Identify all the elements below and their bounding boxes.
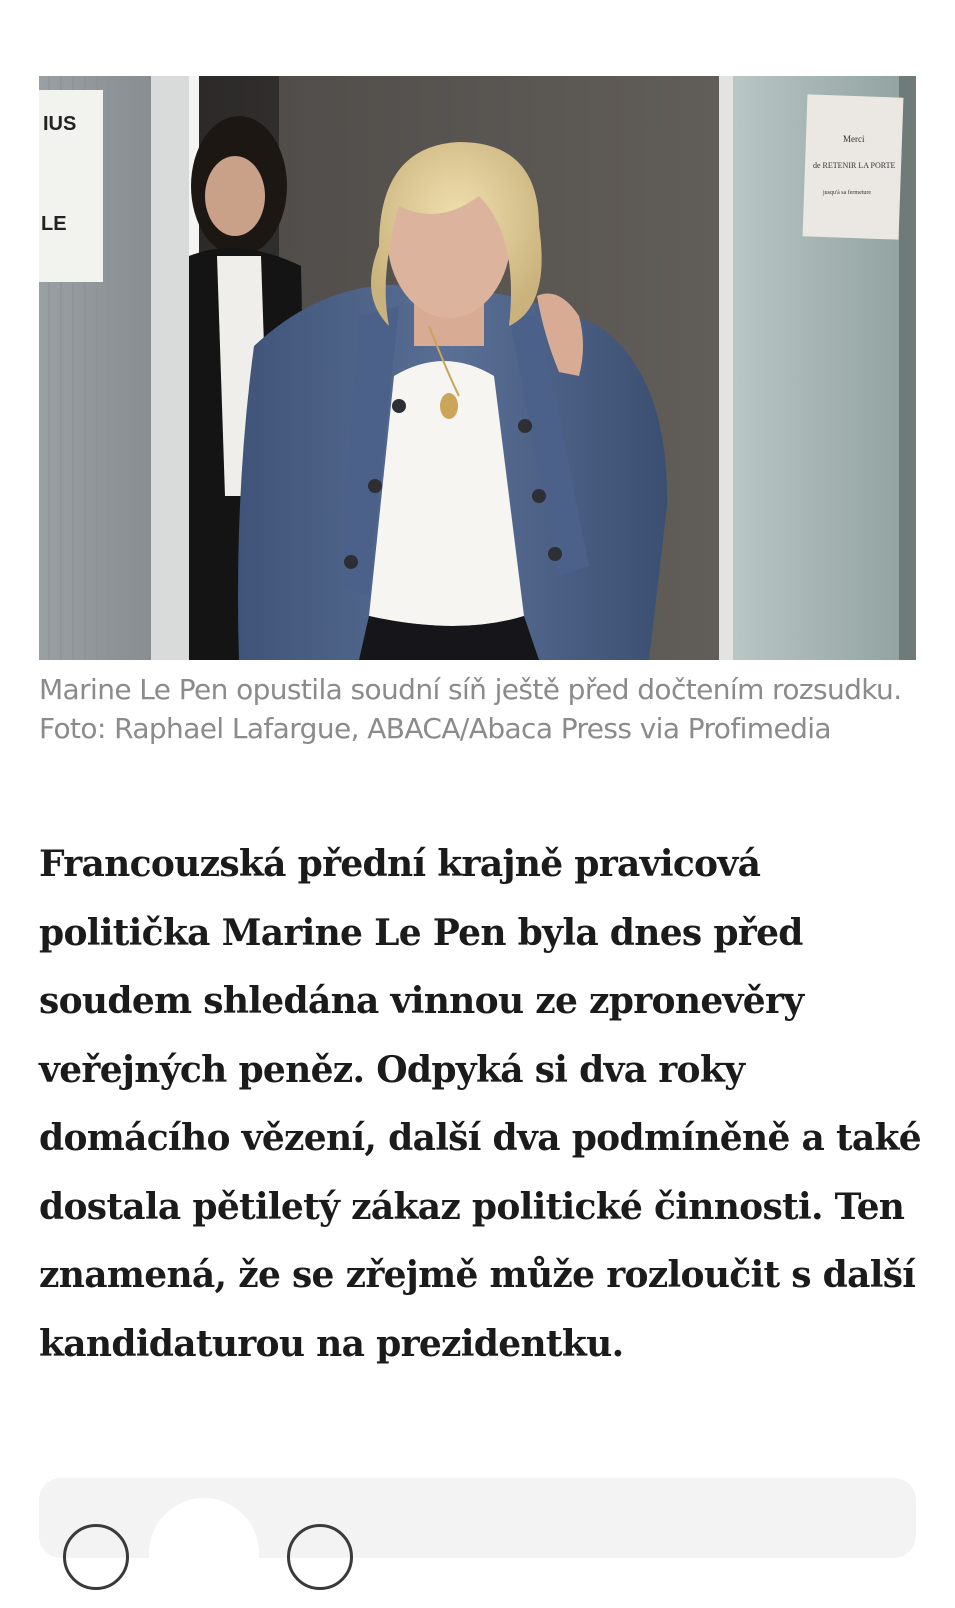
sign-right-line-3: jusqu'à sa fermeture [823,190,872,196]
article-photo[interactable] [39,76,916,660]
photo-illustration [39,76,916,660]
sign-left-line-2: LE [41,213,67,235]
sign-right-line-2: de RETENIR LA PORTE [813,161,896,170]
sign-right-line-1: Merci [843,134,865,144]
article-lead: Francouzská přední krajně pravicová politička Marine Le Pen byla dnes před soudem shledána vinnou ze zpronevěry veřejných peněz. Odpyká si dva roky domácího vězení, další dva podmíněně a také dostala pětiletý zákaz politické činnosti. Ten znamená, že se zřejmě může rozloučit s další kandidaturou na prezidentku. [39,843,921,1365]
bottom-card[interactable] [39,1478,916,1558]
photo-caption: Marine Le Pen opustila soudní síň ještě před dočtením rozsudku. Foto: Raphael Lafargue, ABACA/Abaca Press via Profimedia [39,673,902,745]
sign-left-line-1: IUS [43,113,77,135]
action-icon-1[interactable] [63,1524,129,1590]
action-icon-3[interactable] [287,1524,353,1590]
action-icon-2[interactable] [149,1498,259,1608]
